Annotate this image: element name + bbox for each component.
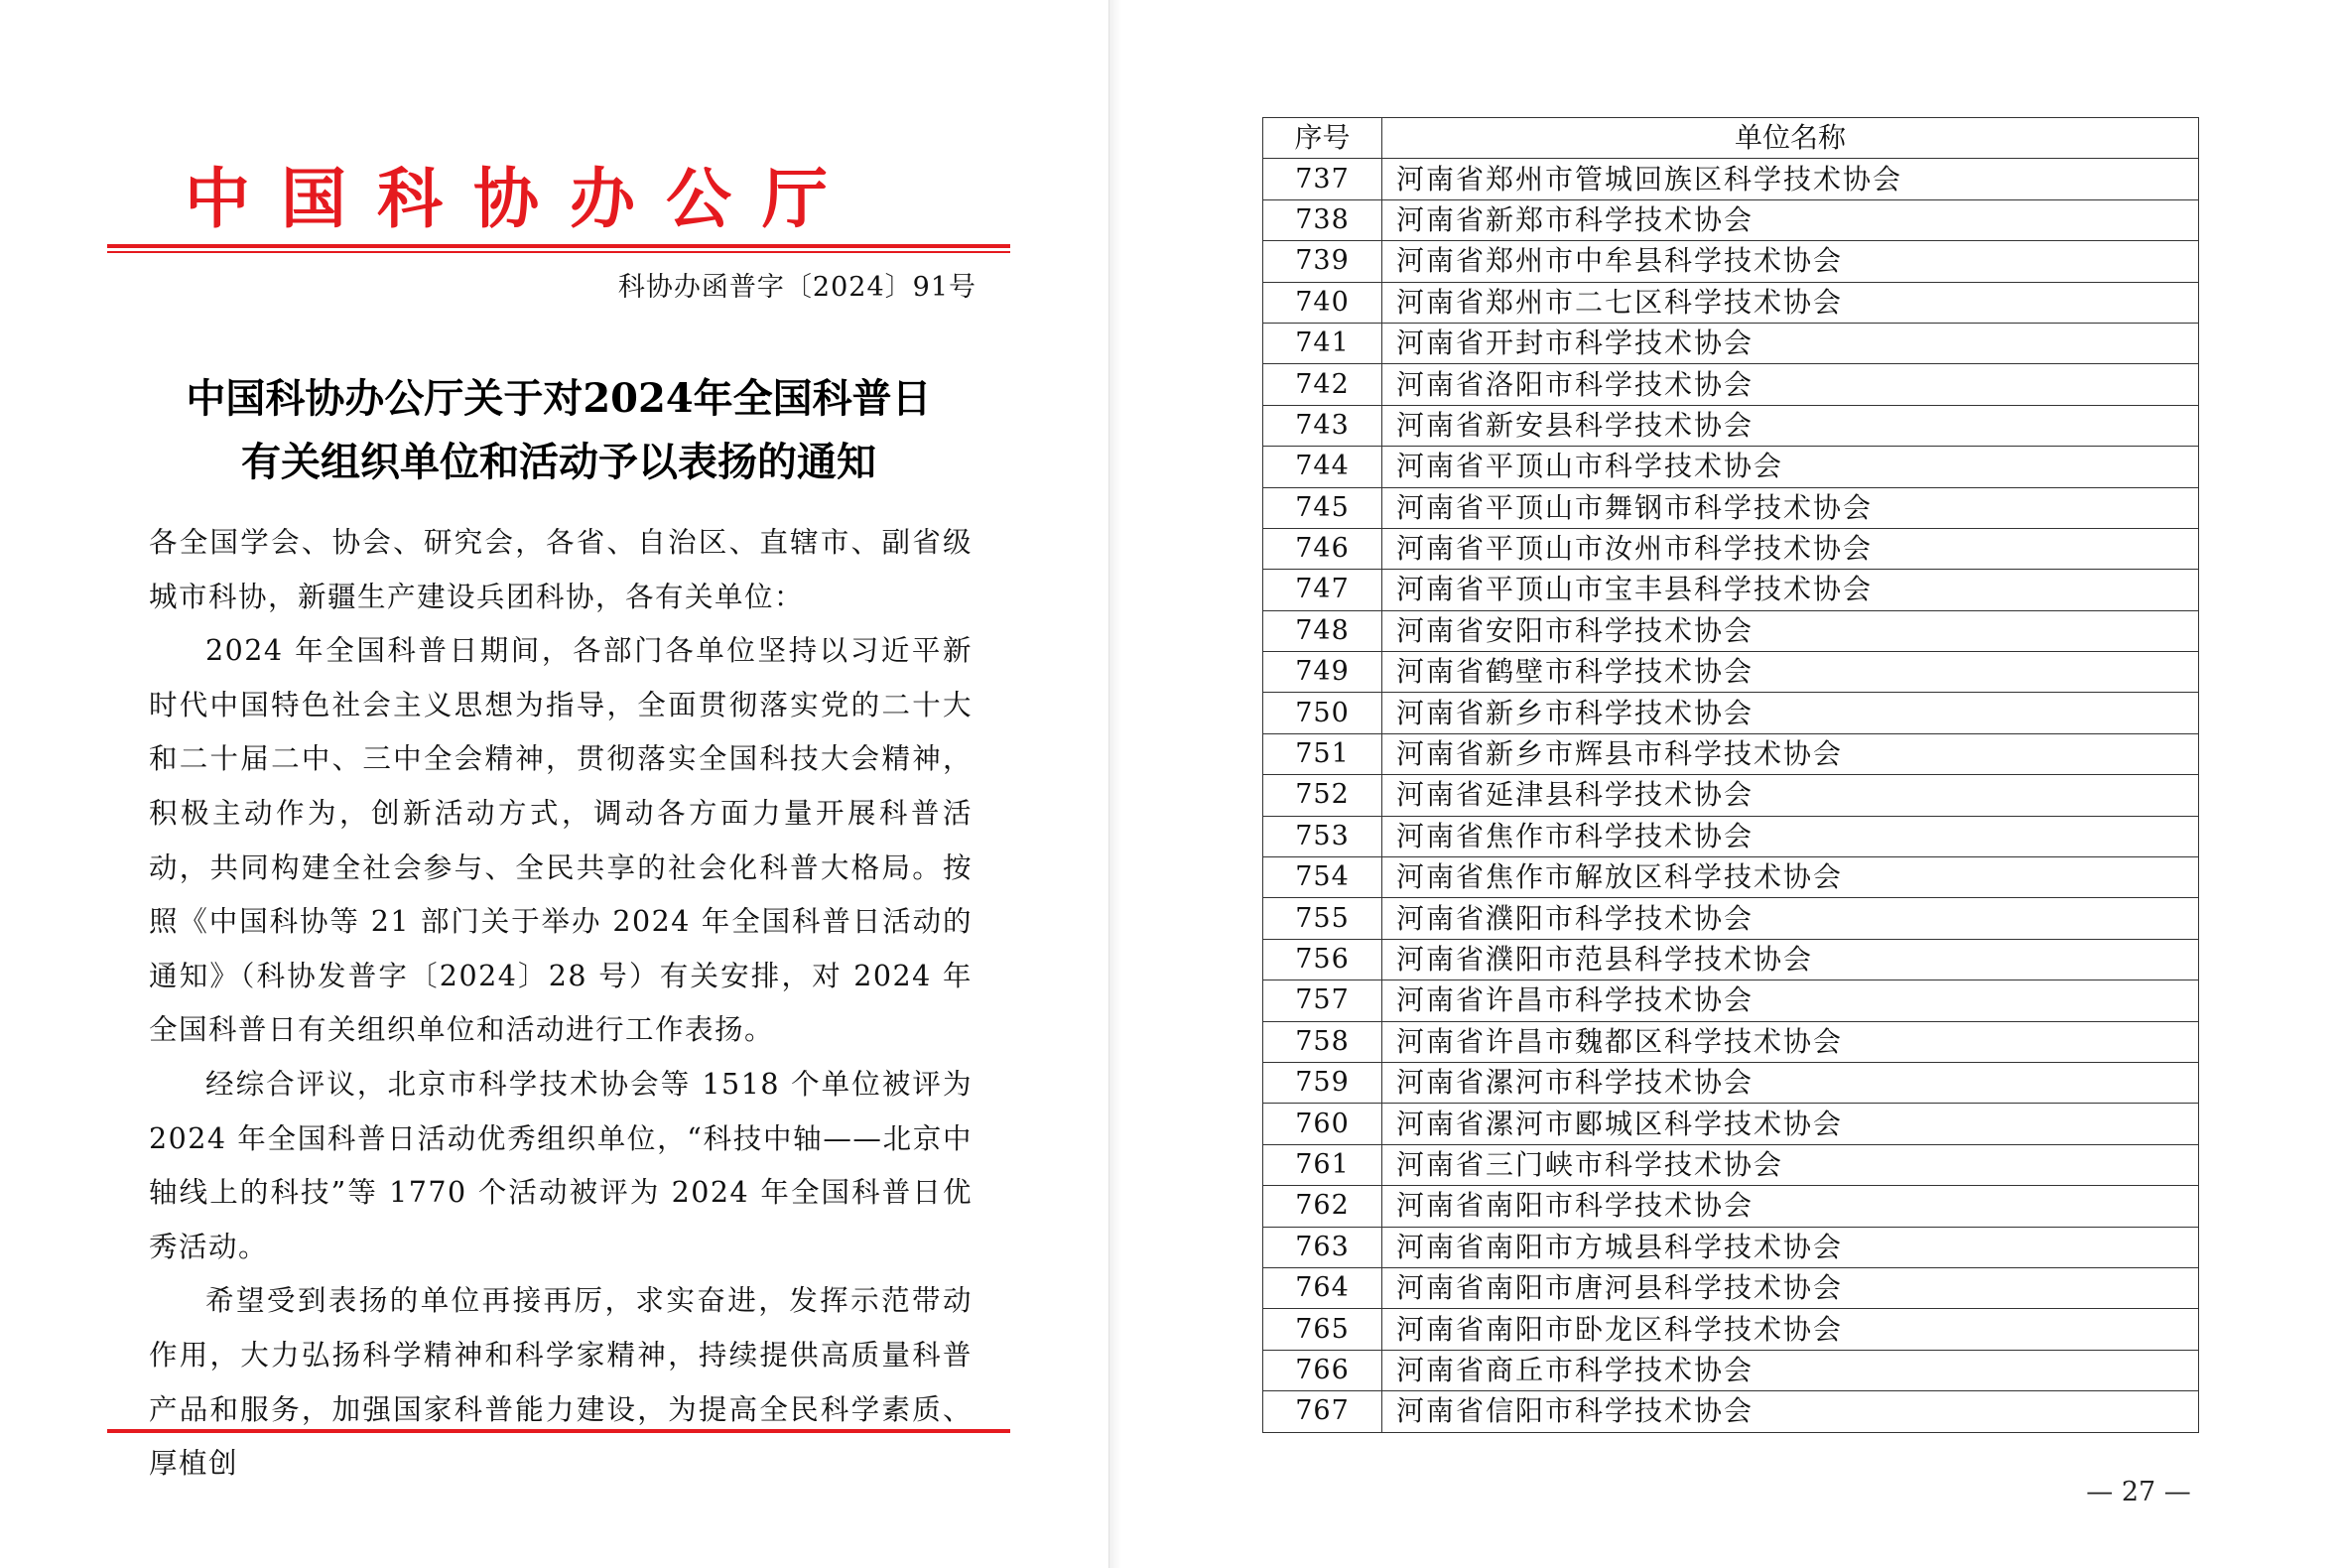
row-number: 750 xyxy=(1263,693,1382,733)
header-unit-name: 单位名称 xyxy=(1382,118,2199,159)
table-row xyxy=(1263,775,2199,816)
document-title xyxy=(107,367,1010,494)
table-row xyxy=(1263,1021,2199,1062)
table-row xyxy=(1263,199,2199,240)
row-number: 757 xyxy=(1263,980,1382,1021)
table-row xyxy=(1263,570,2199,610)
row-unit-name: 河南省平顶山市舞钢市科学技术协会 xyxy=(1382,487,2199,528)
row-number: 752 xyxy=(1263,775,1382,816)
row-unit-name: 河南省洛阳市科学技术协会 xyxy=(1382,364,2199,405)
row-number: 764 xyxy=(1263,1267,1382,1308)
table-row xyxy=(1263,652,2199,693)
row-number: 746 xyxy=(1263,528,1382,569)
row-unit-name: 河南省濮阳市科学技术协会 xyxy=(1382,898,2199,939)
row-number: 748 xyxy=(1263,610,1382,651)
body-paragraph: 经综合评议，北京市科学技术协会等 1518 个单位被评为 2024 年全国科普日活动优秀组织单位，“科技中轴——北京中轴线上的科技”等 1770 个活动被评为 2024 年全国科普日优秀活动。 xyxy=(149,1067,973,1263)
body-text xyxy=(149,516,973,1492)
addressee-paragraph: 各全国学会、协会、研究会，各省、自治区、直辖市、副省级城市科协，新疆生产建设兵团科协，各有关单位： xyxy=(149,526,973,613)
masthead: 中国科协办公厅 xyxy=(185,160,858,237)
row-number: 745 xyxy=(1263,487,1382,528)
table-row xyxy=(1263,528,2199,569)
table-row xyxy=(1263,447,2199,487)
table-row xyxy=(1263,323,2199,363)
row-number: 744 xyxy=(1263,447,1382,487)
row-number: 742 xyxy=(1263,364,1382,405)
row-number: 766 xyxy=(1263,1350,1382,1390)
row-unit-name: 河南省焦作市科学技术协会 xyxy=(1382,816,2199,856)
table-row xyxy=(1263,405,2199,446)
table-row xyxy=(1263,159,2199,199)
red-rule-top xyxy=(107,244,1010,248)
row-number: 740 xyxy=(1263,282,1382,323)
row-unit-name: 河南省漯河市科学技术协会 xyxy=(1382,1062,2199,1103)
row-number: 763 xyxy=(1263,1227,1382,1267)
body-paragraph: 希望受到表扬的单位再接再厉，求实奋进，发挥示范带动作用，大力弘扬科学精神和科学家精神，持续提供高质量科普产品和服务，加强国家科普能力建设，为提高全民科学素质、厚植创 xyxy=(149,1284,973,1481)
row-number: 765 xyxy=(1263,1309,1382,1350)
page-gutter xyxy=(1109,0,1121,1568)
page-number: — 27 — xyxy=(2086,1477,2191,1507)
row-unit-name: 河南省南阳市方城县科学技术协会 xyxy=(1382,1227,2199,1267)
row-unit-name: 河南省濮阳市范县科学技术协会 xyxy=(1382,939,2199,980)
row-number: 758 xyxy=(1263,1021,1382,1062)
row-number: 751 xyxy=(1263,733,1382,774)
units-table xyxy=(1262,117,2199,1433)
row-number: 754 xyxy=(1263,857,1382,898)
table-header-row xyxy=(1263,118,2199,159)
title-line-1: 中国科协办公厅关于对2024年全国科普日 xyxy=(186,375,932,422)
table-row xyxy=(1263,693,2199,733)
left-page xyxy=(0,0,1109,1568)
row-number: 761 xyxy=(1263,1144,1382,1185)
table-row xyxy=(1263,1267,2199,1308)
row-number: 756 xyxy=(1263,939,1382,980)
row-unit-name: 河南省开封市科学技术协会 xyxy=(1382,323,2199,363)
row-unit-name: 河南省南阳市卧龙区科学技术协会 xyxy=(1382,1309,2199,1350)
table-row xyxy=(1263,1350,2199,1390)
row-unit-name: 河南省新乡市辉县市科学技术协会 xyxy=(1382,733,2199,774)
row-number: 741 xyxy=(1263,323,1382,363)
row-unit-name: 河南省新郑市科学技术协会 xyxy=(1382,199,2199,240)
table-row xyxy=(1263,733,2199,774)
row-unit-name: 河南省信阳市科学技术协会 xyxy=(1382,1391,2199,1432)
table-row xyxy=(1263,1062,2199,1103)
table-row xyxy=(1263,1104,2199,1144)
table-row xyxy=(1263,610,2199,651)
row-unit-name: 河南省平顶山市汝州市科学技术协会 xyxy=(1382,528,2199,569)
table-row xyxy=(1263,1309,2199,1350)
body-paragraph: 2024 年全国科普日期间，各部门各单位坚持以习近平新时代中国特色社会主义思想为指导，全面贯彻落实党的二十大和二十届二中、三中全会精神，贯彻落实全国科技大会精神，积极主动作为，创新活动方式，调动各方面力量开展科普活动，共同构建全社会参与、全民共享的社会化科普大格局。按照《中国科协等 21 部门关于举办 2024 年全国科普日活动的通知》（科协发普字〔2024〕28 号）有关安排，对 2024 年全国科普日有关组织单位和活动进行工作表扬。 xyxy=(149,634,973,1047)
red-rule-bottom xyxy=(107,1429,1010,1433)
row-unit-name: 河南省郑州市二七区科学技术协会 xyxy=(1382,282,2199,323)
table-row xyxy=(1263,898,2199,939)
row-unit-name: 河南省许昌市魏都区科学技术协会 xyxy=(1382,1021,2199,1062)
row-number: 739 xyxy=(1263,241,1382,282)
row-unit-name: 河南省新安县科学技术协会 xyxy=(1382,405,2199,446)
row-unit-name: 河南省平顶山市科学技术协会 xyxy=(1382,447,2199,487)
table-row xyxy=(1263,1227,2199,1267)
title-line-2: 有关组织单位和活动予以表扬的通知 xyxy=(241,439,876,485)
table-row xyxy=(1263,939,2199,980)
row-number: 749 xyxy=(1263,652,1382,693)
row-number: 760 xyxy=(1263,1104,1382,1144)
red-rule-top-thin xyxy=(107,251,1010,253)
row-unit-name: 河南省焦作市解放区科学技术协会 xyxy=(1382,857,2199,898)
table-body xyxy=(1263,159,2199,1432)
row-unit-name: 河南省漯河市郾城区科学技术协会 xyxy=(1382,1104,2199,1144)
table-row xyxy=(1263,857,2199,898)
table-row xyxy=(1263,364,2199,405)
row-unit-name: 河南省鹤壁市科学技术协会 xyxy=(1382,652,2199,693)
row-unit-name: 河南省平顶山市宝丰县科学技术协会 xyxy=(1382,570,2199,610)
row-unit-name: 河南省安阳市科学技术协会 xyxy=(1382,610,2199,651)
row-unit-name: 河南省三门峡市科学技术协会 xyxy=(1382,1144,2199,1185)
document-number: 科协办函普字〔2024〕91号 xyxy=(617,272,976,303)
table-row xyxy=(1263,980,2199,1021)
table-row xyxy=(1263,1144,2199,1185)
row-number: 737 xyxy=(1263,159,1382,199)
table-row xyxy=(1263,1186,2199,1227)
row-number: 755 xyxy=(1263,898,1382,939)
row-unit-name: 河南省商丘市科学技术协会 xyxy=(1382,1350,2199,1390)
table-row xyxy=(1263,1391,2199,1432)
row-number: 747 xyxy=(1263,570,1382,610)
row-number: 762 xyxy=(1263,1186,1382,1227)
row-number: 743 xyxy=(1263,405,1382,446)
row-unit-name: 河南省延津县科学技术协会 xyxy=(1382,775,2199,816)
row-unit-name: 河南省新乡市科学技术协会 xyxy=(1382,693,2199,733)
table-row xyxy=(1263,487,2199,528)
table-row xyxy=(1263,282,2199,323)
row-unit-name: 河南省南阳市唐河县科学技术协会 xyxy=(1382,1267,2199,1308)
row-unit-name: 河南省郑州市中牟县科学技术协会 xyxy=(1382,241,2199,282)
row-number: 753 xyxy=(1263,816,1382,856)
header-number: 序号 xyxy=(1263,118,1382,159)
table-row xyxy=(1263,816,2199,856)
table-row xyxy=(1263,241,2199,282)
row-number: 767 xyxy=(1263,1391,1382,1432)
row-unit-name: 河南省南阳市科学技术协会 xyxy=(1382,1186,2199,1227)
row-unit-name: 河南省许昌市科学技术协会 xyxy=(1382,980,2199,1021)
row-number: 738 xyxy=(1263,199,1382,240)
row-unit-name: 河南省郑州市管城回族区科学技术协会 xyxy=(1382,159,2199,199)
row-number: 759 xyxy=(1263,1062,1382,1103)
